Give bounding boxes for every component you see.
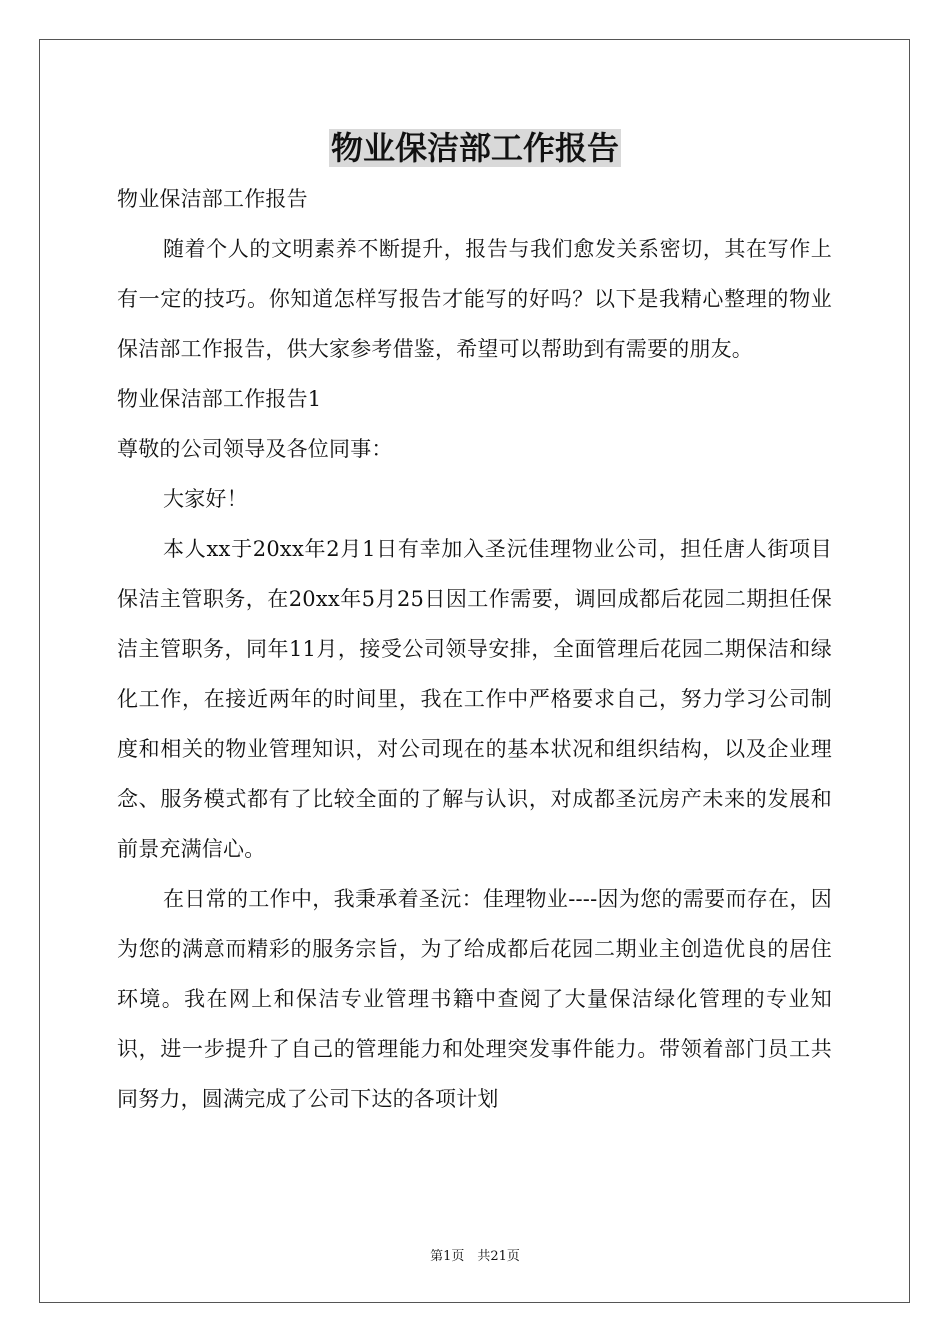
page-number-label: 第1页 共21页 (430, 1249, 520, 1264)
salutation-paragraph: 尊敬的公司领导及各位同事： (117, 437, 393, 461)
page-footer (0, 1248, 950, 1266)
intro-paragraph: 随着个人的文明素养不断提升，报告与我们愈发关系密切，其在写作上有一定的技巧。你知道怎样写报告才能写的好吗？以下是我精心整理的物业保洁部工作报告，供大家参考借鉴，希望可以帮助到有需要的朋友。 (117, 237, 832, 361)
document-title-text: 物业保洁部工作报告 (330, 129, 619, 167)
section-heading: 物业保洁部工作报告1 (117, 387, 322, 411)
subtitle-paragraph: 物业保洁部工作报告 (117, 187, 308, 211)
body-paragraph: 本人xx于20xx年2月1日有幸加入圣沅佳理物业公司，担任唐人街项目保洁主管职务，在20xx年5月25日因工作需要，调回成都后花园二期担任保洁主管职务，同年11月，接受公司领导安排，全面管理后花园二期保洁和绿化工作，在接近两年的时间里，我在工作中严格要求自己，努力学习公司制度和相关的物业管理知识，对公司现在的基本状况和组织结构，以及企业理念、服务模式都有了比较全面的了解与认识，对成都圣沅房产未来的发展和前景充满信心。 (117, 537, 832, 861)
body-paragraph: 在日常的工作中，我秉承着圣沅：佳理物业----因为您的需要而存在，因为您的满意而精彩的服务宗旨，为了给成都后花园二期业主创造优良的居住环境。我在网上和保洁专业管理书籍中查阅了大量保洁绿化管理的专业知识，进一步提升了自己的管理能力和处理突发事件能力。带领着部门员工共同努力，圆满完成了公司下达的各项计划 (117, 887, 832, 1111)
document-body (117, 174, 832, 1124)
greeting-paragraph: 大家好！ (163, 487, 248, 511)
document-title (0, 126, 950, 170)
